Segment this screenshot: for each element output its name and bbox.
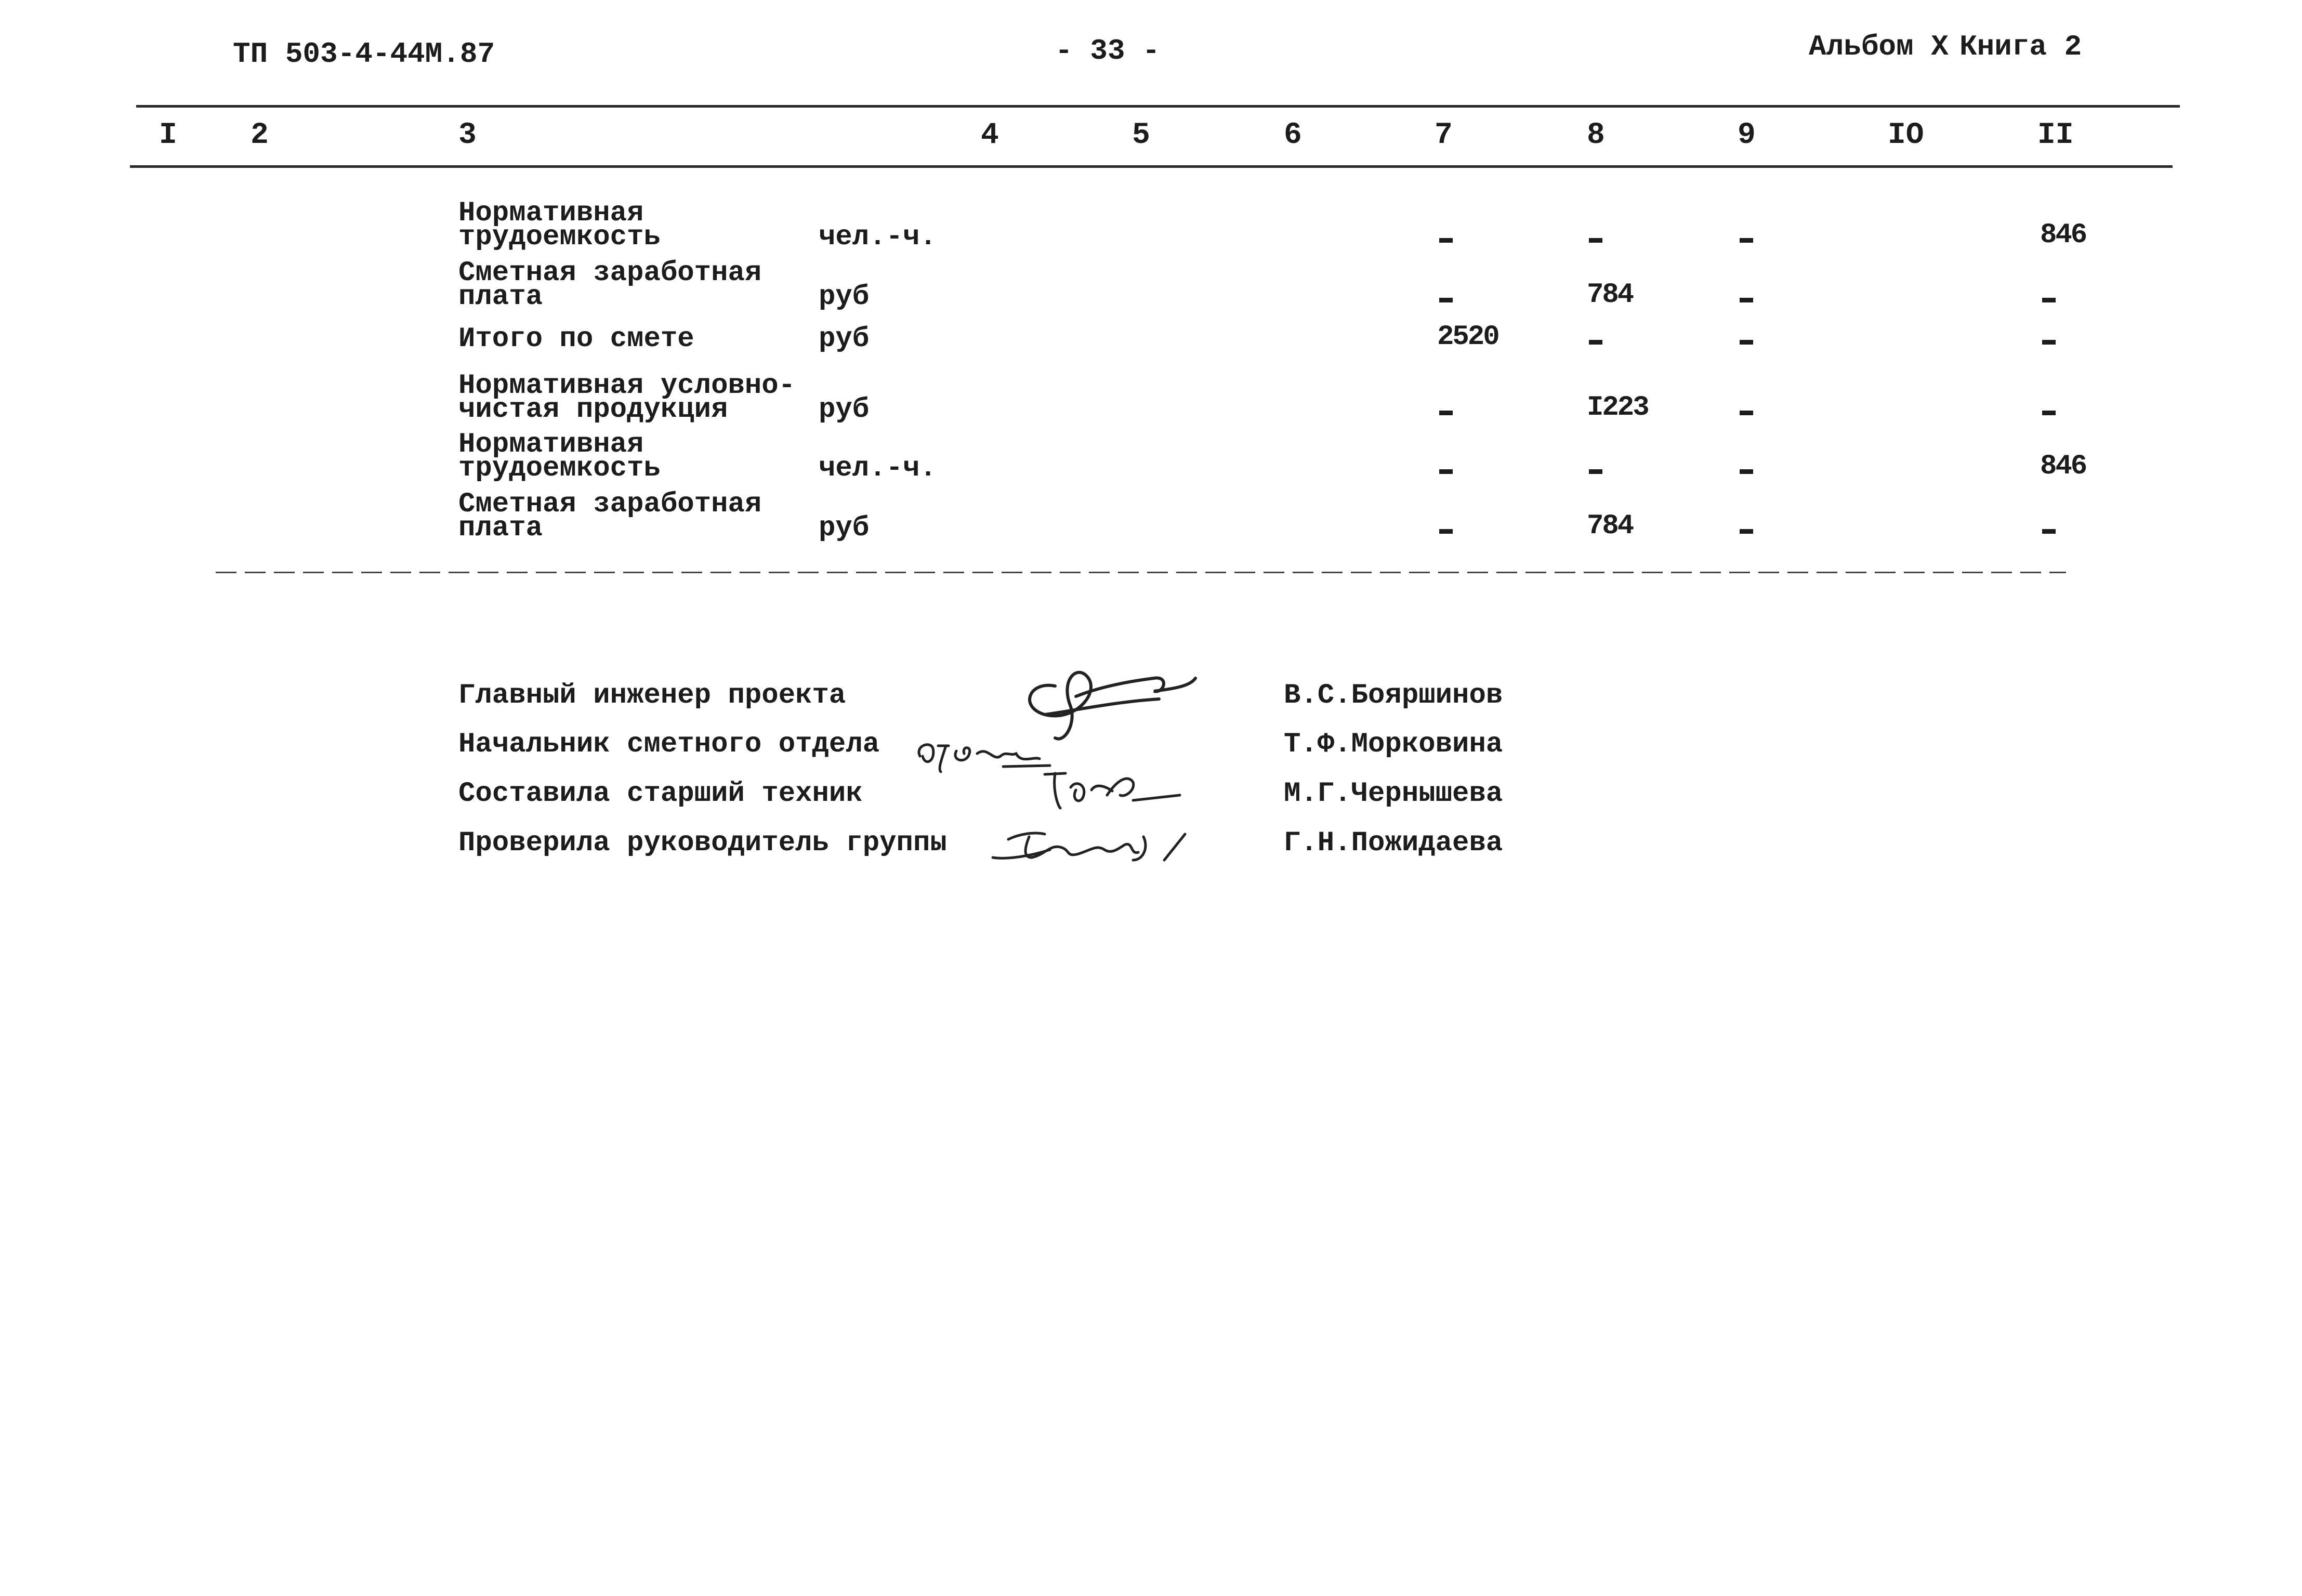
row-name-line1: Сметная заработная	[458, 257, 762, 289]
row-value-c7-dash	[1439, 238, 1453, 243]
row-value-c7-dash	[1439, 469, 1453, 474]
row-name-line2: плата	[458, 281, 543, 313]
col-header-4: 4	[981, 118, 999, 152]
row-name-line1: Итого по смете	[458, 323, 694, 355]
doc-code: ТП 503-4-44М.87	[233, 37, 495, 71]
row-name-line1: Нормативная	[458, 429, 644, 460]
col-header-8: 8	[1587, 118, 1605, 152]
row-value-c7-dash	[1439, 298, 1453, 302]
row-name-line2: чистая продукция	[458, 394, 728, 426]
page-number: - 33 -	[1055, 34, 1160, 68]
row-value-c9-dash	[1740, 238, 1753, 243]
signature-role: Начальник сметного отдела	[458, 729, 880, 760]
row-value-c11-dash	[2042, 529, 2056, 534]
col-header-2: 2	[251, 118, 269, 152]
table-top-rule	[136, 105, 2180, 108]
handwritten-signature-4	[988, 808, 1227, 870]
signature-role: Составила старший техник	[458, 778, 863, 810]
album-label: Альбом X	[1809, 30, 1949, 63]
book-label: Книга 2	[1959, 30, 2082, 63]
row-value-c7: 2520	[1437, 321, 1498, 353]
row-value-c8: 784	[1587, 279, 1633, 311]
row-value-c9-dash	[1740, 298, 1753, 302]
row-unit: руб	[819, 512, 870, 544]
row-name-line2: трудоемкость	[458, 221, 661, 253]
row-value-c7-dash	[1439, 529, 1453, 534]
row-value-c11-dash	[2042, 411, 2056, 415]
col-header-9: 9	[1738, 118, 1756, 152]
row-unit: руб	[819, 323, 870, 355]
row-value-c8-dash	[1589, 469, 1602, 474]
signature-role: Проверила руководитель группы	[458, 827, 947, 859]
row-value-c9-dash	[1740, 340, 1753, 345]
col-header-5: 5	[1132, 118, 1150, 152]
header-bottom-rule	[130, 165, 2173, 168]
row-value-c8: 784	[1587, 510, 1633, 542]
row-value-c9-dash	[1740, 411, 1753, 415]
signature-name: Т.Ф.Морковина	[1284, 729, 1503, 760]
col-header-7: 7	[1435, 118, 1453, 152]
col-header-1: I	[159, 118, 177, 152]
row-value-c11: 846	[2040, 219, 2086, 251]
row-unit: чел.-ч.	[819, 453, 937, 484]
row-value-c9-dash	[1740, 529, 1753, 534]
table-bottom-rule	[216, 572, 2066, 573]
row-value-c8: I223	[1587, 392, 1648, 424]
col-header-3: 3	[458, 118, 477, 152]
row-value-c7-dash	[1439, 411, 1453, 415]
signature-name: М.Г.Чернышева	[1284, 778, 1503, 810]
row-value-c11-dash	[2042, 298, 2056, 302]
col-header-11: II	[2037, 118, 2074, 152]
row-name-line1: Сметная заработная	[458, 489, 762, 520]
row-value-c11-dash	[2042, 340, 2056, 345]
row-value-c11: 846	[2040, 451, 2086, 482]
signature-role: Главный инженер проекта	[458, 680, 846, 711]
col-header-6: 6	[1284, 118, 1302, 152]
signature-name: Г.Н.Пожидаева	[1284, 827, 1503, 859]
row-unit: руб	[819, 394, 870, 426]
row-unit: чел.-ч.	[819, 221, 937, 253]
signature-name: В.С.Бояршинов	[1284, 680, 1503, 711]
row-value-c9-dash	[1740, 469, 1753, 474]
row-name-line2: трудоемкость	[458, 453, 661, 484]
row-name-line1: Нормативная условно-	[458, 370, 796, 402]
row-value-c8-dash	[1589, 340, 1602, 345]
col-header-10: IO	[1888, 118, 1924, 152]
row-name-line1: Нормативная	[458, 197, 644, 229]
row-name-line2: плата	[458, 512, 543, 544]
row-value-c8-dash	[1589, 238, 1602, 243]
row-unit: руб	[819, 281, 870, 313]
